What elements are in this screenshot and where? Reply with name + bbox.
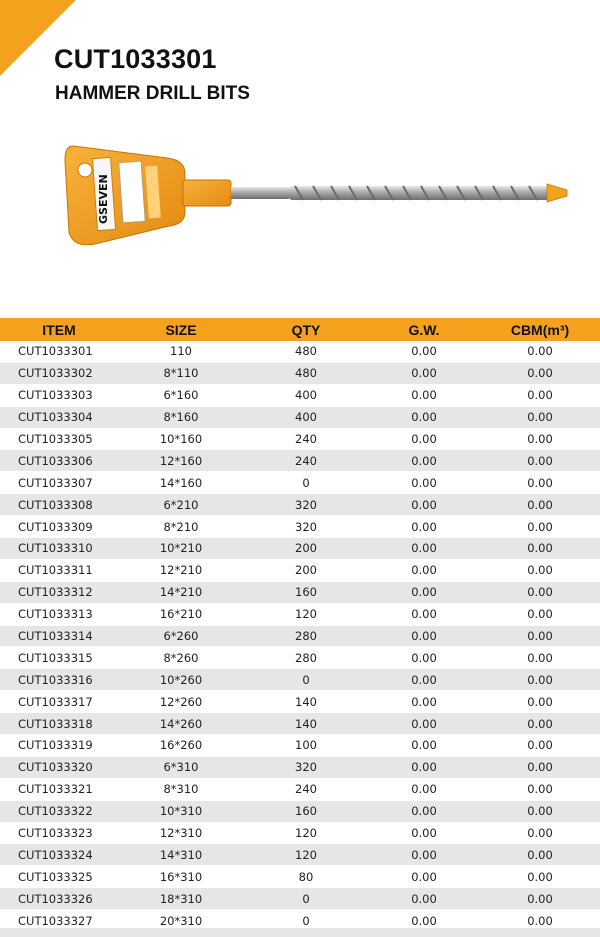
- cell-qty: 480: [244, 341, 368, 362]
- cell-size: 8*160: [118, 406, 244, 428]
- cell-gw: 0.00: [368, 406, 480, 428]
- cell-gw: 0.00: [368, 494, 480, 516]
- table-row: [0, 625, 600, 647]
- cell-size: 12*160: [118, 450, 244, 472]
- cell-item: CUT1033310: [0, 538, 118, 560]
- table-row: [0, 406, 600, 428]
- table-row: [0, 472, 600, 494]
- cell-size: 10*160: [118, 428, 244, 450]
- cell-item: CUT1033313: [0, 603, 118, 625]
- cell-size: 6*160: [118, 384, 244, 406]
- cell-cbm: 0.00: [480, 910, 600, 932]
- cell-size: 6*210: [118, 494, 244, 516]
- cell-gw: 0.00: [368, 603, 480, 625]
- cell-size: 18*310: [118, 888, 244, 910]
- cell-gw: 0.00: [368, 910, 480, 932]
- cell-gw: 0.00: [368, 341, 480, 362]
- table-row: [0, 713, 600, 735]
- cell-qty: 320: [244, 494, 368, 516]
- cell-cbm: 0.00: [480, 384, 600, 406]
- cell-gw: 0.00: [368, 538, 480, 560]
- cell-cbm: 0.00: [480, 516, 600, 538]
- cell-cbm: 0.00: [480, 756, 600, 778]
- cell-item: CUT1033319: [0, 735, 118, 757]
- cell-gw: 0.00: [368, 559, 480, 581]
- cell-size: 16*210: [118, 603, 244, 625]
- brand-logo-text: GSEVEN: [97, 174, 110, 224]
- cell-item: CUT1033305: [0, 428, 118, 450]
- table-row: [0, 384, 600, 406]
- cell-qty: 0: [244, 472, 368, 494]
- cell-item: CUT1033320: [0, 756, 118, 778]
- cell-gw: 0.00: [368, 472, 480, 494]
- table-row: [0, 691, 600, 713]
- cell-item: CUT1033303: [0, 384, 118, 406]
- cell-item: CUT1033314: [0, 625, 118, 647]
- cell-item: CUT1033326: [0, 888, 118, 910]
- table-row: [0, 362, 600, 384]
- cell-cbm: 0.00: [480, 713, 600, 735]
- cell-qty: 320: [244, 756, 368, 778]
- cell-item: CUT1033308: [0, 494, 118, 516]
- cell-gw: 0.00: [368, 669, 480, 691]
- cell-qty: 80: [244, 866, 368, 888]
- cell-qty: 0: [244, 910, 368, 932]
- header-size: SIZE: [118, 318, 244, 341]
- table-row: [0, 516, 600, 538]
- cell-gw: 0.00: [368, 756, 480, 778]
- cell-item: CUT1033321: [0, 778, 118, 800]
- table-row: [0, 822, 600, 844]
- cell-qty: 400: [244, 406, 368, 428]
- cell-qty: 280: [244, 625, 368, 647]
- table-row: [0, 844, 600, 866]
- cell-gw: 0.00: [368, 822, 480, 844]
- cell-item: CUT1033315: [0, 647, 118, 669]
- cell-cbm: 0.00: [480, 647, 600, 669]
- cell-size: 16*310: [118, 866, 244, 888]
- table-row: [0, 800, 600, 822]
- spec-table: [0, 318, 600, 932]
- cell-qty: 200: [244, 538, 368, 560]
- cell-qty: 240: [244, 428, 368, 450]
- cell-qty: 200: [244, 559, 368, 581]
- table-row: [0, 888, 600, 910]
- table-row: [0, 428, 600, 450]
- table-row: [0, 647, 600, 669]
- table-header-row: [0, 318, 600, 341]
- table-row: [0, 603, 600, 625]
- cell-item: CUT1033304: [0, 406, 118, 428]
- cell-gw: 0.00: [368, 735, 480, 757]
- table-row: [0, 450, 600, 472]
- cell-cbm: 0.00: [480, 406, 600, 428]
- cell-item: CUT1033327: [0, 910, 118, 932]
- table-row: [0, 735, 600, 757]
- cell-item: CUT1033323: [0, 822, 118, 844]
- cell-item: CUT1033318: [0, 713, 118, 735]
- cell-gw: 0.00: [368, 647, 480, 669]
- cell-gw: 0.00: [368, 428, 480, 450]
- cell-item: CUT1033324: [0, 844, 118, 866]
- cell-cbm: 0.00: [480, 603, 600, 625]
- cell-cbm: 0.00: [480, 472, 600, 494]
- header-gw: G.W.: [368, 318, 480, 341]
- footer-band: [0, 928, 600, 937]
- cell-cbm: 0.00: [480, 735, 600, 757]
- cell-size: 8*310: [118, 778, 244, 800]
- cell-item: CUT1033307: [0, 472, 118, 494]
- cell-size: 12*210: [118, 559, 244, 581]
- cell-gw: 0.00: [368, 844, 480, 866]
- cell-qty: 100: [244, 735, 368, 757]
- cell-cbm: 0.00: [480, 888, 600, 910]
- cell-gw: 0.00: [368, 362, 480, 384]
- cell-cbm: 0.00: [480, 669, 600, 691]
- cell-cbm: 0.00: [480, 625, 600, 647]
- cell-item: CUT1033309: [0, 516, 118, 538]
- cell-item: CUT1033316: [0, 669, 118, 691]
- cell-cbm: 0.00: [480, 581, 600, 603]
- cell-gw: 0.00: [368, 713, 480, 735]
- cell-size: 16*260: [118, 735, 244, 757]
- cell-item: CUT1033317: [0, 691, 118, 713]
- cell-item: CUT1033306: [0, 450, 118, 472]
- cell-cbm: 0.00: [480, 494, 600, 516]
- cell-item: CUT1033301: [0, 341, 118, 362]
- cell-size: 12*260: [118, 691, 244, 713]
- cell-cbm: 0.00: [480, 800, 600, 822]
- cell-qty: 120: [244, 844, 368, 866]
- drill-bit-image: [55, 140, 575, 250]
- cell-cbm: 0.00: [480, 450, 600, 472]
- cell-cbm: 0.00: [480, 844, 600, 866]
- cell-size: 8*210: [118, 516, 244, 538]
- cell-qty: 400: [244, 384, 368, 406]
- cell-size: 8*110: [118, 362, 244, 384]
- table-row: [0, 559, 600, 581]
- cell-gw: 0.00: [368, 691, 480, 713]
- cell-gw: 0.00: [368, 800, 480, 822]
- cell-gw: 0.00: [368, 384, 480, 406]
- cell-cbm: 0.00: [480, 559, 600, 581]
- cell-gw: 0.00: [368, 581, 480, 603]
- cell-size: 10*310: [118, 800, 244, 822]
- cell-item: CUT1033325: [0, 866, 118, 888]
- cell-size: 6*260: [118, 625, 244, 647]
- table-row: [0, 866, 600, 888]
- cell-size: 14*260: [118, 713, 244, 735]
- header-item: ITEM: [0, 318, 118, 341]
- cell-size: 110: [118, 341, 244, 362]
- cell-qty: 480: [244, 362, 368, 384]
- cell-qty: 120: [244, 603, 368, 625]
- cell-size: 10*210: [118, 538, 244, 560]
- cell-item: CUT1033312: [0, 581, 118, 603]
- cell-qty: 140: [244, 713, 368, 735]
- cell-qty: 120: [244, 822, 368, 844]
- cell-qty: 0: [244, 888, 368, 910]
- product-code: CUT1033301: [54, 44, 217, 74]
- cell-qty: 0: [244, 669, 368, 691]
- cell-size: 14*310: [118, 844, 244, 866]
- cell-gw: 0.00: [368, 450, 480, 472]
- header-cbm: CBM(m³): [480, 318, 600, 341]
- cell-size: 14*210: [118, 581, 244, 603]
- cell-cbm: 0.00: [480, 341, 600, 362]
- cell-gw: 0.00: [368, 516, 480, 538]
- cell-qty: 140: [244, 691, 368, 713]
- cell-gw: 0.00: [368, 625, 480, 647]
- cell-qty: 240: [244, 778, 368, 800]
- cell-size: 6*310: [118, 756, 244, 778]
- cell-cbm: 0.00: [480, 428, 600, 450]
- cell-size: 8*260: [118, 647, 244, 669]
- cell-cbm: 0.00: [480, 822, 600, 844]
- cell-qty: 240: [244, 450, 368, 472]
- cell-qty: 160: [244, 800, 368, 822]
- table-row: [0, 538, 600, 560]
- table-row: [0, 494, 600, 516]
- cell-cbm: 0.00: [480, 538, 600, 560]
- table-row: [0, 341, 600, 362]
- table-row: [0, 581, 600, 603]
- table-row: [0, 778, 600, 800]
- cell-size: 14*160: [118, 472, 244, 494]
- cell-item: CUT1033311: [0, 559, 118, 581]
- cell-item: CUT1033302: [0, 362, 118, 384]
- cell-item: CUT1033322: [0, 800, 118, 822]
- header-qty: QTY: [244, 318, 368, 341]
- table-row: [0, 669, 600, 691]
- product-name: HAMMER DRILL BITS: [55, 83, 250, 104]
- cell-size: 12*310: [118, 822, 244, 844]
- table-body: [0, 341, 600, 932]
- cell-cbm: 0.00: [480, 866, 600, 888]
- table-row: [0, 756, 600, 778]
- cell-gw: 0.00: [368, 866, 480, 888]
- cell-cbm: 0.00: [480, 691, 600, 713]
- cell-gw: 0.00: [368, 888, 480, 910]
- cell-size: 20*310: [118, 910, 244, 932]
- cell-qty: 320: [244, 516, 368, 538]
- cell-qty: 280: [244, 647, 368, 669]
- cell-cbm: 0.00: [480, 362, 600, 384]
- cell-size: 10*260: [118, 669, 244, 691]
- cell-gw: 0.00: [368, 778, 480, 800]
- cell-qty: 160: [244, 581, 368, 603]
- cell-cbm: 0.00: [480, 778, 600, 800]
